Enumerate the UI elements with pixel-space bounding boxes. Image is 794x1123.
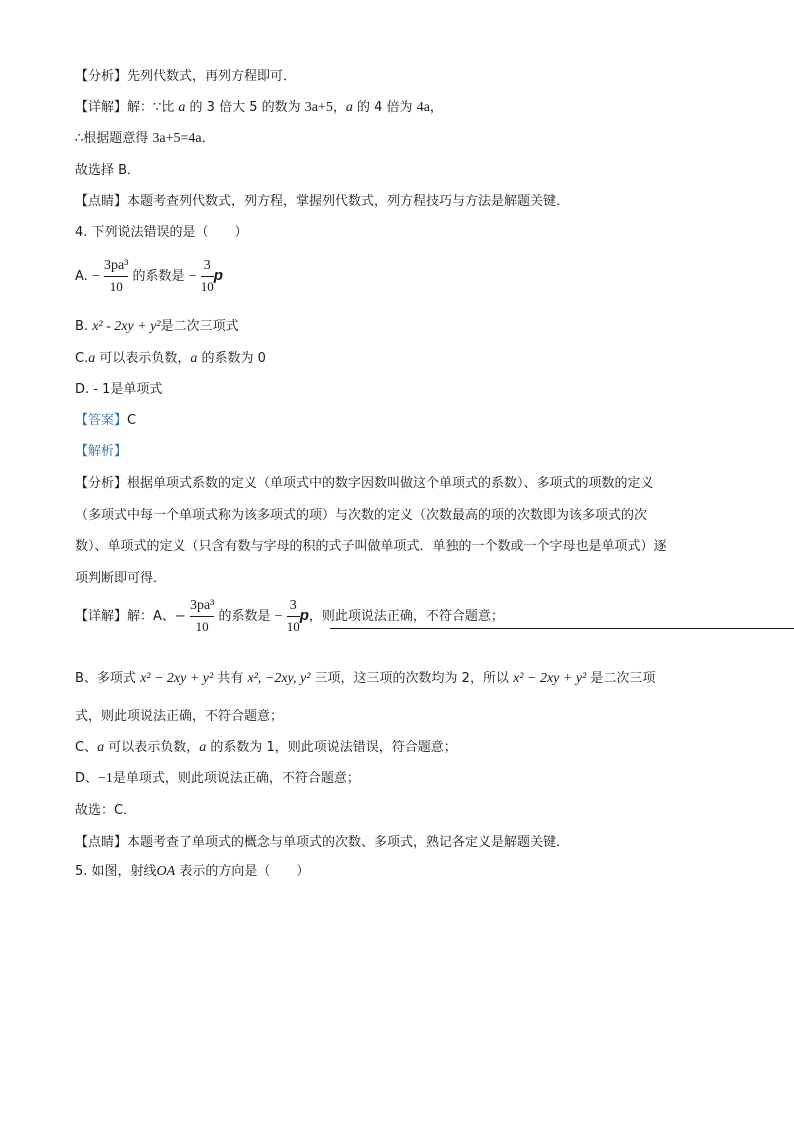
- detail-coefficient: $\frac{3}{10}$: [286, 598, 300, 634]
- comment-2-label: 【点睛】: [75, 835, 128, 850]
- analysis-text: 先列代数式，再列方程即可．: [127, 69, 297, 84]
- expr-4a: 4a: [416, 100, 430, 115]
- analysis-2-line-4: 项判断即可得．: [75, 571, 167, 586]
- detail-line: 【详解】解：∵比 a 的 3 倍大 5 的数为 3a+5，a 的 4 倍为 4a，: [75, 100, 443, 115]
- detail-2-line: 【详解】解：A、− $\frac{\text{3pa³}}{10}$ 的系数是 − $\frac{3}{10}$ p，则此项说法正确，不符合题意；: [75, 598, 504, 634]
- analysis-label: 【分析】: [75, 69, 128, 84]
- option-b: B. x² - 2xy + y²是二次三项式: [75, 319, 239, 334]
- detail-d-line: D、−1是单项式，则此项说法正确，不符合题意；: [75, 771, 360, 786]
- choose-line: 故选择 B．: [75, 163, 141, 178]
- question-4-stem: 4. 下列说法错误的是（ ）: [75, 225, 248, 240]
- overflow-rule: [330, 628, 794, 629]
- answer-line: [75, 412, 136, 430]
- option-a-coefficient: $\frac{3}{10}$: [200, 258, 214, 294]
- option-a-fraction: $\frac{\text{3pa³}}{10}$: [103, 258, 129, 294]
- answer-value: C: [127, 413, 137, 428]
- analysis-2-label: 【分析】: [75, 476, 128, 491]
- detail-2-label: 【详解】: [75, 609, 128, 624]
- comment-line: 【点睛】本题考查列代数式，列方程，掌握列代数式，列方程技巧与方法是解题关键．: [75, 194, 570, 209]
- question-5-stem: 5. 如图，射线OA 表示的方向是（ ）: [75, 864, 310, 879]
- detail-b-line: B、多项式 x² − 2xy + y² 共有 x², −2xy, y² 三项，这三项的次数均为 2，所以 x² − 2xy + y² 是二次三项: [75, 671, 656, 686]
- detail-fraction: $\frac{\text{3pa³}}{10}$: [189, 598, 215, 634]
- equation-line: ∴根据题意得 3a+5=4a．: [75, 131, 215, 146]
- option-d: D. - 1是单项式: [75, 382, 163, 397]
- solution-label: 【解析】: [75, 444, 128, 459]
- option-a: A. − $\frac{\text{3pa³}}{10}$ 的系数是 − $\frac{3}{10}$ p: [75, 258, 223, 294]
- analysis-2-line-2: （多项式中每一个单项式称为该多项式的项）与次数的定义（次数最高的项的次数即为该多项式的次: [75, 508, 648, 523]
- analysis-2-line-3: 数）、单项式的定义（只含有数与字母的积的式子叫做单项式．单独的一个数或一个字母也是单项式）逐: [75, 539, 667, 554]
- comment-label: 【点睛】: [75, 194, 128, 209]
- ray-oa: OA: [156, 864, 176, 879]
- equation: 3a+5=4a: [152, 131, 202, 146]
- comment-2-line: 【点睛】本题考查了单项式的概念与单项式的次数、多项式，熟记各定义是解题关键．: [75, 835, 570, 850]
- analysis-2-line-1: 【分析】根据单项式系数的定义（单项式中的数字因数叫做这个单项式的系数）、多项式的项数的定义: [75, 476, 654, 491]
- expr-3a5: 3a+5: [304, 100, 333, 115]
- detail-c-line: C、a 可以表示负数，a 的系数为 1，则此项说法错误，符合题意；: [75, 740, 457, 755]
- detail-b-line-2: 式，则此项说法正确，不符合题意；: [75, 709, 284, 724]
- analysis-line: [75, 68, 296, 86]
- answer-label: 【答案】: [75, 413, 128, 428]
- option-c: C.a 可以表示负数，a 的系数为 0: [75, 351, 266, 366]
- detail-label: 【详解】: [75, 100, 128, 115]
- choose-2-line: 故选：C．: [75, 803, 137, 818]
